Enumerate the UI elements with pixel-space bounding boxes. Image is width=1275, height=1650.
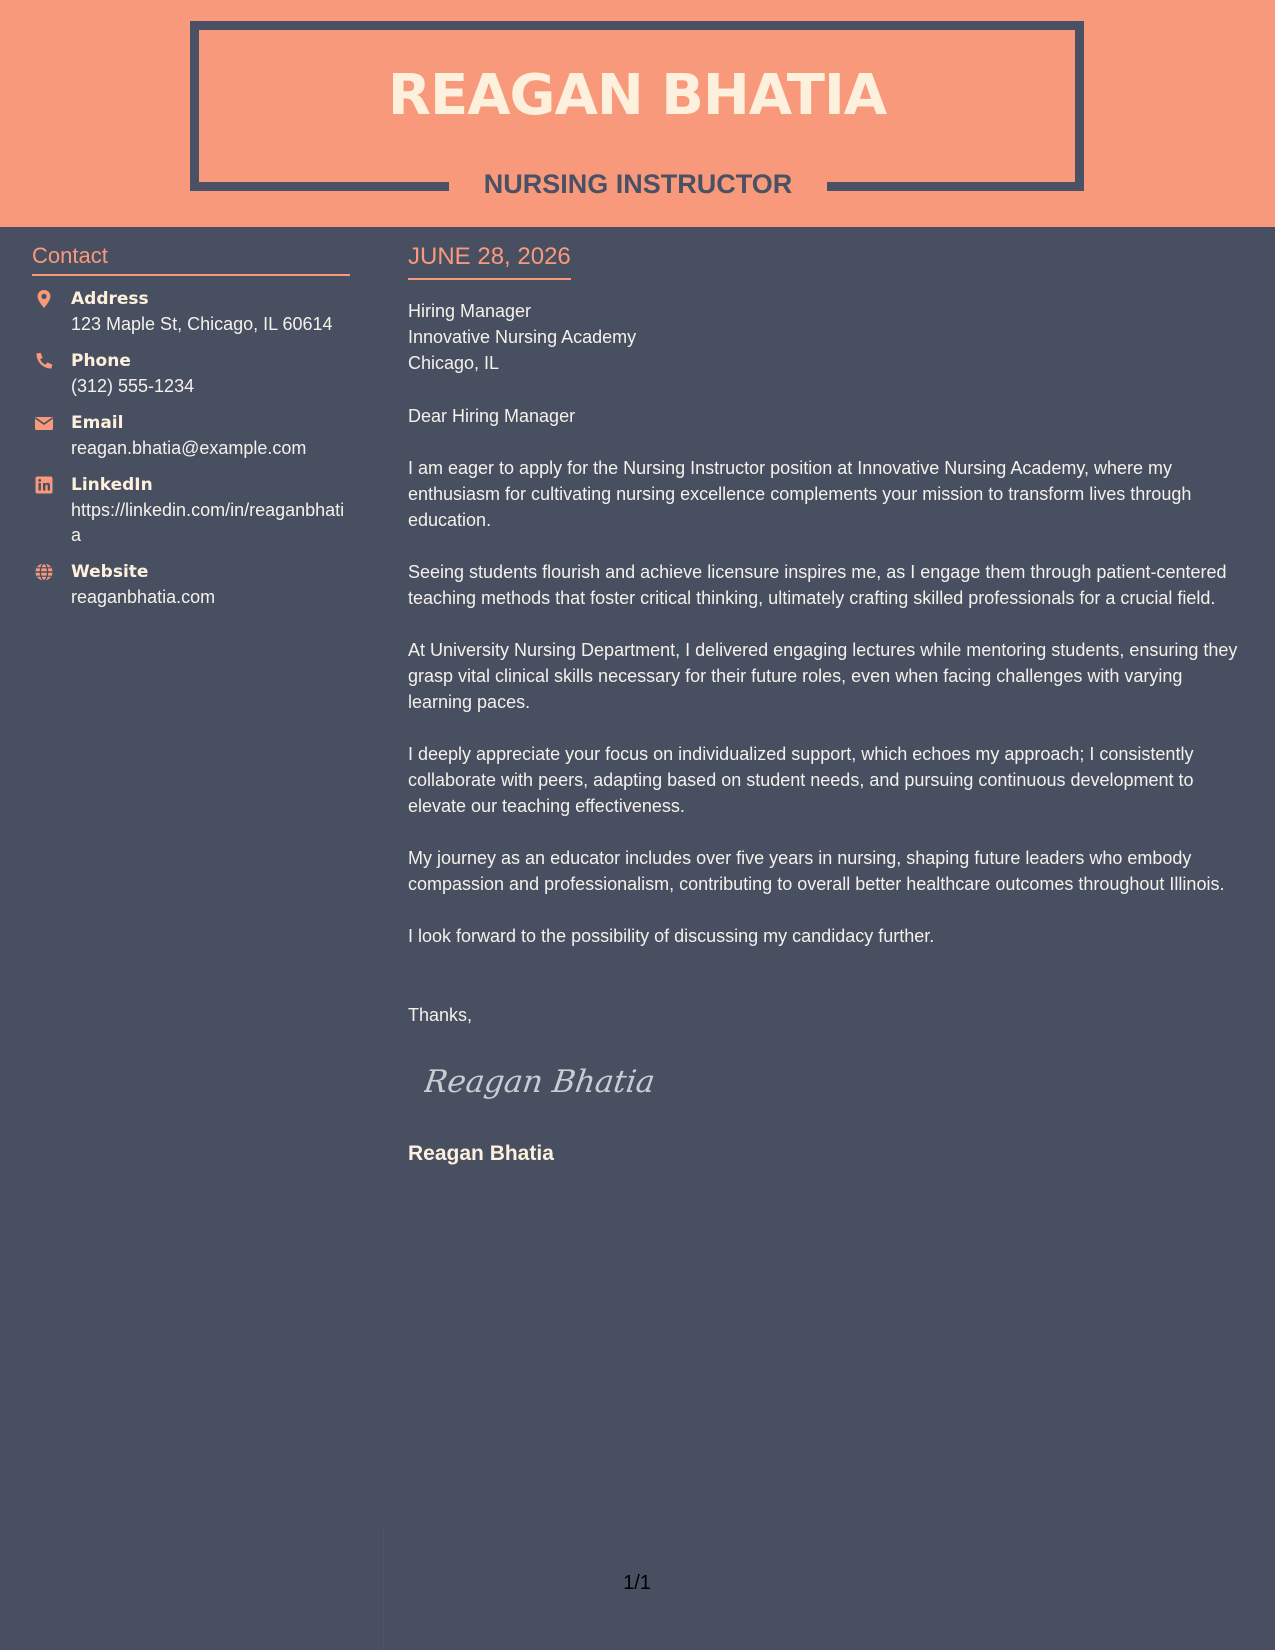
- linkedin-value: https://linkedin.com/in/reaganbhatia: [71, 500, 345, 545]
- letter-paragraph: I deeply appreciate your focus on individualized support, which echoes my approach; I consistently collaborate with peers, adapting based on student needs, and pursuing continuous development to elevate our teaching effectiveness.: [408, 744, 1194, 816]
- globe-icon: [34, 562, 54, 582]
- contact-label: LinkedIn: [71, 475, 153, 495]
- contact-label: Email: [71, 413, 124, 433]
- contact-item-website: [32, 559, 350, 610]
- signature-image: [424, 1056, 664, 1106]
- signature-text: Reagan Bhatia: [424, 1064, 658, 1100]
- contact-heading: Contact: [32, 240, 350, 276]
- column-divider: [383, 1527, 384, 1650]
- signed-name: Reagan Bhatia: [408, 1142, 554, 1165]
- closing: Thanks,: [408, 1005, 473, 1025]
- letter-paragraph: My journey as an educator includes over five years in nursing, shaping future leaders who embody compassion and professionalism, contributing to overall better healthcare outcomes throughout Illinois.: [408, 848, 1225, 894]
- website-value: reaganbhatia.com: [71, 587, 216, 607]
- contact-label: Phone: [71, 351, 131, 371]
- linkedin-icon: [34, 475, 54, 495]
- phone-icon: [34, 351, 54, 371]
- recipient-line: Hiring Manager: [408, 301, 532, 321]
- header-frame-bottom-left: [190, 182, 449, 191]
- contact-item-email: [32, 410, 350, 461]
- recipient-line: Innovative Nursing Academy: [408, 327, 637, 347]
- recipient-line: Chicago, IL: [408, 353, 500, 373]
- contact-label: Address: [71, 289, 149, 309]
- contact-label: Website: [71, 562, 149, 582]
- letter-paragraph: Seeing students flourish and achieve licensure inspires me, as I engage them through patient-centered teaching methods that foster critical thinking, ultimately crafting skilled professionals for a crucial field.: [408, 562, 1227, 608]
- letter-body: [408, 240, 1243, 1167]
- recipient-block: [408, 298, 1243, 376]
- contact-item-address: [32, 286, 350, 337]
- contact-item-phone: [32, 348, 350, 399]
- map-pin-icon: [34, 289, 54, 309]
- letter-paragraph: I look forward to the possibility of discussing my candidacy further.: [408, 926, 935, 946]
- address-value: 123 Maple St, Chicago, IL 60614: [71, 314, 333, 334]
- header-frame-bottom-right: [827, 182, 1084, 191]
- letter-paragraph: I am eager to apply for the Nursing Instructor position at Innovative Nursing Academy, where my enthusiasm for cultivating nursing excellence complements your mission to transform lives through education.: [408, 458, 1192, 530]
- greeting: Dear Hiring Manager: [408, 406, 576, 426]
- contact-sidebar: [32, 240, 350, 621]
- contact-item-linkedin: [32, 472, 350, 548]
- email-value: reagan.bhatia@example.com: [71, 438, 307, 458]
- page-number: 1/1: [623, 1572, 651, 1594]
- envelope-icon: [34, 413, 54, 433]
- header-banner: [0, 0, 1275, 227]
- letter-date: JUNE 28, 2026: [408, 240, 571, 280]
- candidate-name: REAGAN BHATIA: [387, 63, 887, 128]
- letter-paragraph: At University Nursing Department, I delivered engaging lectures while mentoring students, ensuring they grasp vital clinical skills necessary for their future roles, even when facing challenges with varying learning paces.: [408, 640, 1238, 712]
- job-title: NURSING INSTRUCTOR: [483, 169, 793, 199]
- phone-value: (312) 555-1234: [71, 376, 195, 396]
